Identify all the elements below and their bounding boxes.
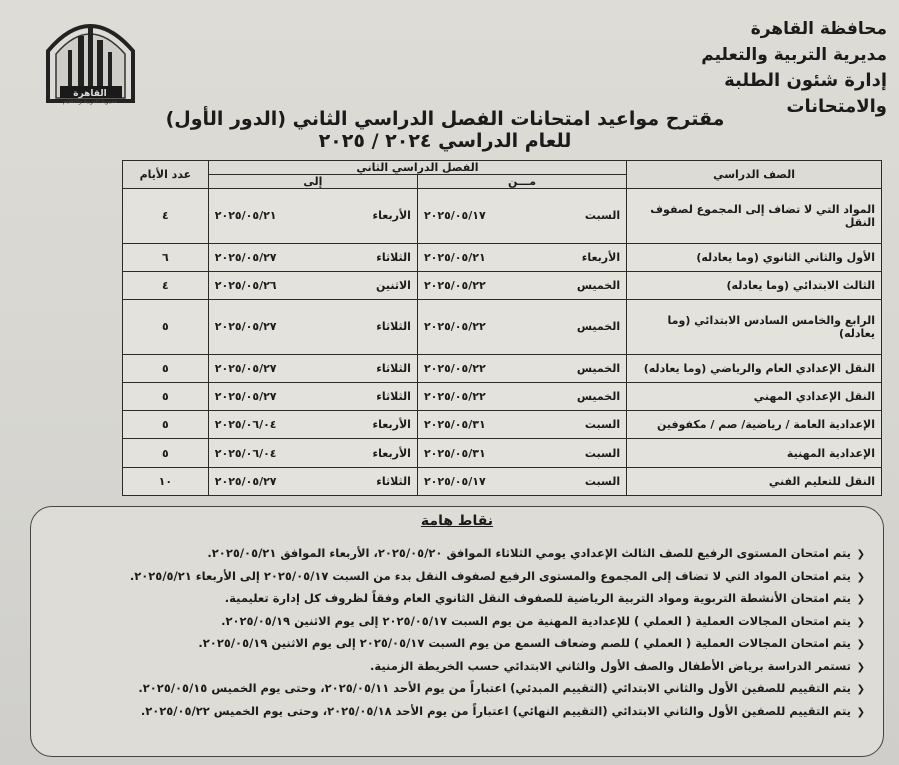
grade-cell: الأول والثاني الثانوي (وما يعادله) [627, 243, 882, 271]
days-count-cell: ٥ [123, 354, 209, 382]
grade-cell: الثالث الابتدائي (وما يعادله) [627, 271, 882, 299]
from-date-cell [417, 189, 626, 244]
table-row [123, 354, 882, 382]
from-date-cell [417, 271, 626, 299]
table-row [123, 382, 882, 410]
note-item [45, 678, 865, 701]
table-row [123, 243, 882, 271]
cairo-logo-icon [38, 6, 143, 111]
page-title: مقترح مواعيد امتحانات الفصل الدراسي الثاني (الدور الأول) للعام الدراسي ٢٠٢٤ / ٢٠٢٥ [165, 108, 725, 152]
table-row [123, 467, 882, 495]
from-day: الخميس [576, 278, 621, 292]
grade-cell: الإعدادية العامة / رياضية/ صم / مكفوفين [627, 411, 882, 439]
from-date-cell [417, 439, 626, 467]
to-date: ٢٠٢٥/٠٦/٠٤ [214, 418, 277, 432]
chevron-bullet-icon: ❮ [856, 616, 865, 628]
administration-name: إدارة شئون الطلبة والامتحانات [724, 70, 887, 117]
to-date: ٢٠٢٥/٠٥/٢٧ [214, 474, 277, 488]
chevron-bullet-icon: ❮ [856, 684, 865, 695]
note-text: يتم التقييم للصفين الأول والثاني الابتدائي (التقييم المبدئي) اعتباراً من يوم الأحد ٢٠٢٥/٠٥/١١، وحتى يوم الخميس ٢٠٢٥/٠٥/١٥. [138, 681, 851, 695]
table-body [123, 189, 882, 496]
days-count-cell: ٥ [123, 411, 209, 439]
days-count-cell: ٤ [123, 189, 209, 244]
header-term: الفصل الدراسي الثاني [208, 161, 626, 175]
to-day: الاثنين [375, 278, 411, 292]
grade-cell: الرابع والخامس السادس الابتدائي (وما يعادله) [627, 300, 882, 355]
to-day: الثلاثاء [376, 320, 411, 334]
to-date: ٢٠٢٥/٠٥/٢٧ [214, 389, 277, 403]
grade-cell: المواد التي لا تضاف إلى المجموع لصفوف النقل [627, 189, 882, 244]
note-item [45, 611, 865, 634]
from-day: الأربعاء [581, 250, 621, 264]
svg-text:القاهرة: القاهرة [73, 89, 107, 99]
from-date-cell [417, 382, 626, 410]
note-text: تستمر الدراسة برياض الأطفال والصف الأول والثاني الابتدائي حسب الخريطة الزمنية. [370, 658, 851, 673]
from-day: الخميس [576, 389, 621, 403]
chevron-bullet-icon: ❮ [856, 594, 865, 605]
to-date-cell [208, 271, 417, 299]
to-date-cell [208, 300, 417, 355]
note-item [45, 633, 865, 656]
to-date: ٢٠٢٥/٠٥/٢٧ [214, 250, 277, 264]
notes-list [45, 543, 865, 723]
to-date-cell [208, 189, 417, 244]
from-date: ٢٠٢٥/٠٥/٢٢ [423, 389, 486, 403]
to-date: ٢٠٢٥/٠٥/٢١ [214, 209, 277, 223]
note-item [45, 543, 865, 566]
header-to: إلى [208, 175, 417, 189]
from-day: السبت [584, 474, 621, 488]
note-item [45, 588, 865, 611]
chevron-bullet-icon: ❮ [856, 549, 865, 560]
to-date-cell [208, 243, 417, 271]
to-date: ٢٠٢٥/٠٥/٢٦ [214, 278, 277, 292]
table-row [123, 271, 882, 299]
from-day: السبت [584, 418, 621, 432]
from-day: السبت [584, 209, 621, 223]
from-date: ٢٠٢٥/٠٥/٢٢ [423, 278, 486, 292]
from-date: ٢٠٢٥/٠٥/٣١ [423, 446, 486, 460]
to-date: ٢٠٢٥/٠٥/٢٧ [214, 320, 277, 334]
days-count-cell: ٦ [123, 243, 209, 271]
to-day: الأربعاء [372, 209, 411, 223]
to-day: الثلاثاء [376, 389, 411, 403]
chevron-bullet-icon: ❮ [856, 571, 865, 583]
note-item [45, 566, 865, 589]
to-day: الثلاثاء [376, 474, 411, 488]
to-date: ٢٠٢٥/٠٥/٢٧ [214, 361, 277, 375]
note-text: يتم امتحان المستوى الرفيع للصف الثالث الإعدادي يومي الثلاثاء الموافق ٢٠٢٥/٠٥/٢٠، الأربعاء الموافق ٢٠٢٥/٠٥/٢١. [207, 546, 851, 560]
table-row [123, 189, 882, 244]
to-date-cell [208, 439, 417, 467]
table-row [123, 439, 882, 467]
logo-caption: مديرية التربية والتعليم [62, 98, 118, 105]
note-item [45, 701, 865, 724]
grade-cell: النقل الإعدادي المهني [627, 382, 882, 410]
note-text: يتم امتحان المجالات العملية ( العملي ) للإعدادية المهنية من يوم السبت ٢٠٢٥/٠٥/١٧ إلى يوم الاثنين ٢٠٢٥/٠٥/١٩. [221, 613, 851, 628]
to-date-cell [208, 382, 417, 410]
header-block [627, 16, 887, 120]
notes-title: نقاط هامة [420, 513, 494, 529]
days-count-cell: ١٠ [123, 467, 209, 495]
from-date: ٢٠٢٥/٠٥/٢١ [423, 250, 486, 264]
from-date-cell [417, 467, 626, 495]
to-date-cell [208, 354, 417, 382]
table-header-row [123, 161, 882, 175]
from-date: ٢٠٢٥/٠٥/٢٢ [423, 361, 486, 375]
directorate-name: مديرية التربية والتعليم [701, 45, 887, 65]
days-count-cell: ٥ [123, 300, 209, 355]
grade-cell: النقل الإعدادي العام والرياضي (وما يعادله) [627, 354, 882, 382]
table-row [123, 300, 882, 355]
days-count-cell: ٥ [123, 439, 209, 467]
note-text: يتم التقييم للصفين الأول والثاني الابتدائي (التقييم النهائي) اعتباراً من يوم الأحد ٢٠٢٥/٠٥/١٨، وحتى يوم الخميس ٢٠٢٥/٠٥/٢٢. [140, 703, 851, 718]
to-date: ٢٠٢٥/٠٦/٠٤ [214, 446, 277, 460]
to-day: الأربعاء [372, 446, 411, 460]
from-date-cell [417, 243, 626, 271]
exam-schedule-table [122, 160, 882, 496]
governorate-name: محافظة القاهرة [750, 19, 887, 39]
grade-cell: الإعدادية المهنية [627, 439, 882, 467]
note-item [45, 656, 865, 679]
from-date-cell [417, 354, 626, 382]
note-text: يتم امتحان المواد التي لا تضاف إلى المجموع والمستوى الرفيع لصفوف النقل بدء من السبت ٢٠٢٥/٠٥/١٧ إلى الأربعاء ٢٠٢٥/٥/٢١. [129, 568, 851, 583]
from-date: ٢٠٢٥/٠٥/١٧ [423, 209, 486, 223]
header-from: مـــن [417, 175, 626, 189]
days-count-cell: ٥ [123, 382, 209, 410]
from-date: ٢٠٢٥/٠٥/٢٢ [423, 320, 486, 334]
chevron-bullet-icon: ❮ [856, 706, 865, 718]
note-text: يتم امتحان المجالات العملية ( العملي ) للصم وضعاف السمع من يوم السبت ٢٠٢٥/٠٥/١٧ إلى يوم الاثنين ٢٠٢٥/٠٥/١٩. [198, 636, 851, 650]
to-day: الثلاثاء [376, 250, 411, 264]
days-count-cell: ٤ [123, 271, 209, 299]
important-notes-box [30, 506, 884, 757]
from-date: ٢٠٢٥/٠٥/١٧ [423, 474, 486, 488]
from-day: الخميس [576, 320, 621, 334]
to-date-cell [208, 467, 417, 495]
note-text: يتم امتحان الأنشطة التربوية ومواد التربية الرياضية للصفوف النقل الثانوي العام وفقاً لظروف كل إدارة تعليمية. [224, 591, 851, 605]
table-row [123, 411, 882, 439]
chevron-bullet-icon: ❮ [856, 639, 865, 650]
from-date-cell [417, 300, 626, 355]
exam-schedule-table-wrapper [122, 160, 882, 496]
chevron-bullet-icon: ❮ [856, 661, 865, 673]
from-date: ٢٠٢٥/٠٥/٣١ [423, 418, 486, 432]
header-days: عدد الأيام [123, 161, 209, 189]
to-day: الأربعاء [372, 418, 411, 432]
from-day: السبت [584, 446, 621, 460]
to-day: الثلاثاء [376, 361, 411, 375]
grade-cell: النقل للتعليم الفني [627, 467, 882, 495]
to-date-cell [208, 411, 417, 439]
from-day: الخميس [576, 361, 621, 375]
header-grade: الصف الدراسي [627, 161, 882, 189]
from-date-cell [417, 411, 626, 439]
